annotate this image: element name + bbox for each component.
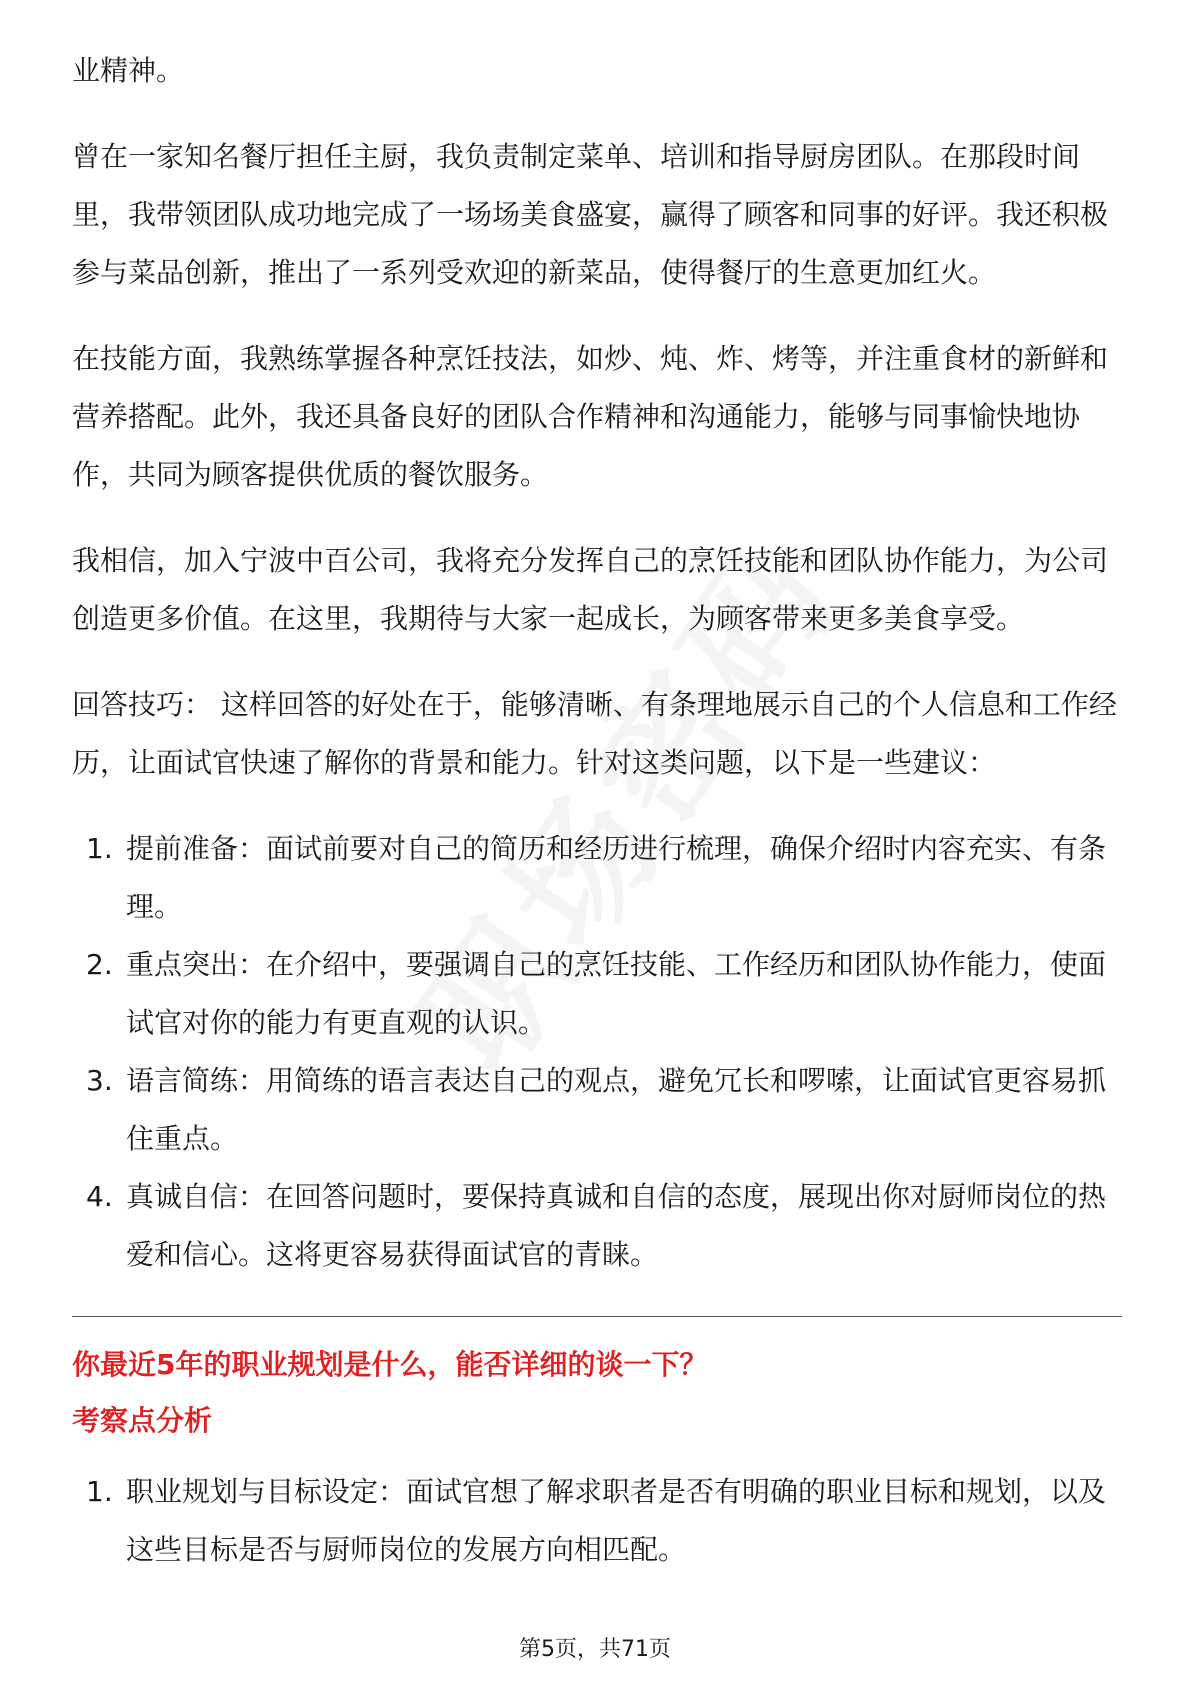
list-item bbox=[72, 820, 1122, 936]
list-number: 4. bbox=[86, 1180, 113, 1213]
paragraph: 我相信，加入宁波中百公司，我将充分发挥自己的烹饪技能和团队协作能力，为公司创造更多价值。在这里，我期待与大家一起成长，为顾客带来更多美食享受。 bbox=[72, 544, 1109, 635]
list-number: 3. bbox=[86, 1064, 113, 1097]
answer-tips-intro: 回答技巧： 这样回答的好处在于，能够清晰、有条理地展示自己的个人信息和工作经历，让面试官快速了解你的背景和能力。针对这类问题，以下是一些建议： bbox=[72, 688, 1117, 779]
paragraph: 在技能方面，我熟练掌握各种烹饪技法，如炒、炖、炸、烤等，并注重食材的新鲜和营养搭配。此外，我还具备良好的团队合作精神和沟通能力，能够与同事愉快地协作，共同为顾客提供优质的餐饮服务。 bbox=[72, 342, 1109, 491]
list-text: 语言简练：用简练的语言表达自己的观点，避免冗长和啰嗦，让面试官更容易抓住重点。 bbox=[126, 1064, 1107, 1155]
tips-list bbox=[72, 820, 1122, 1284]
question-heading: 你最近5年的职业规划是什么，能否详细的谈一下？ bbox=[72, 1348, 708, 1381]
list-item bbox=[72, 1168, 1122, 1284]
list-text: 重点突出：在介绍中，要强调自己的烹饪技能、工作经历和团队协作能力，使面试官对你的能力有更直观的认识。 bbox=[126, 948, 1107, 1039]
list-number: 2. bbox=[86, 948, 113, 981]
analysis-heading: 考察点分析 bbox=[72, 1404, 213, 1437]
section-divider bbox=[72, 1316, 1122, 1317]
list-text: 真诚自信：在回答问题时，要保持真诚和自信的态度，展现出你对厨师岗位的热爱和信心。这将更容易获得面试官的青睐。 bbox=[126, 1180, 1107, 1271]
list-item bbox=[72, 1463, 1122, 1579]
list-item bbox=[72, 936, 1122, 1052]
list-item bbox=[72, 1052, 1122, 1168]
list-number: 1. bbox=[86, 1475, 113, 1508]
analysis-list bbox=[72, 1463, 1122, 1579]
paragraph: 曾在一家知名餐厅担任主厨，我负责制定菜单、培训和指导厨房团队。在那段时间里，我带领团队成功地完成了一场场美食盛宴，赢得了顾客和同事的好评。我还积极参与菜品创新，推出了一系列受欢迎的新菜品，使得餐厅的生意更加红火。 bbox=[72, 140, 1109, 289]
page-number: 第5页，共71页 bbox=[519, 1637, 671, 1662]
list-number: 1. bbox=[86, 832, 113, 865]
list-text: 职业规划与目标设定：面试官想了解求职者是否有明确的职业目标和规划，以及这些目标是否与厨师岗位的发展方向相匹配。 bbox=[126, 1475, 1107, 1566]
page-content bbox=[72, 42, 1122, 1579]
list-text: 提前准备：面试前要对自己的简历和经历进行梳理，确保介绍时内容充实、有条理。 bbox=[126, 832, 1107, 923]
paragraph: 业精神。 bbox=[72, 54, 185, 87]
